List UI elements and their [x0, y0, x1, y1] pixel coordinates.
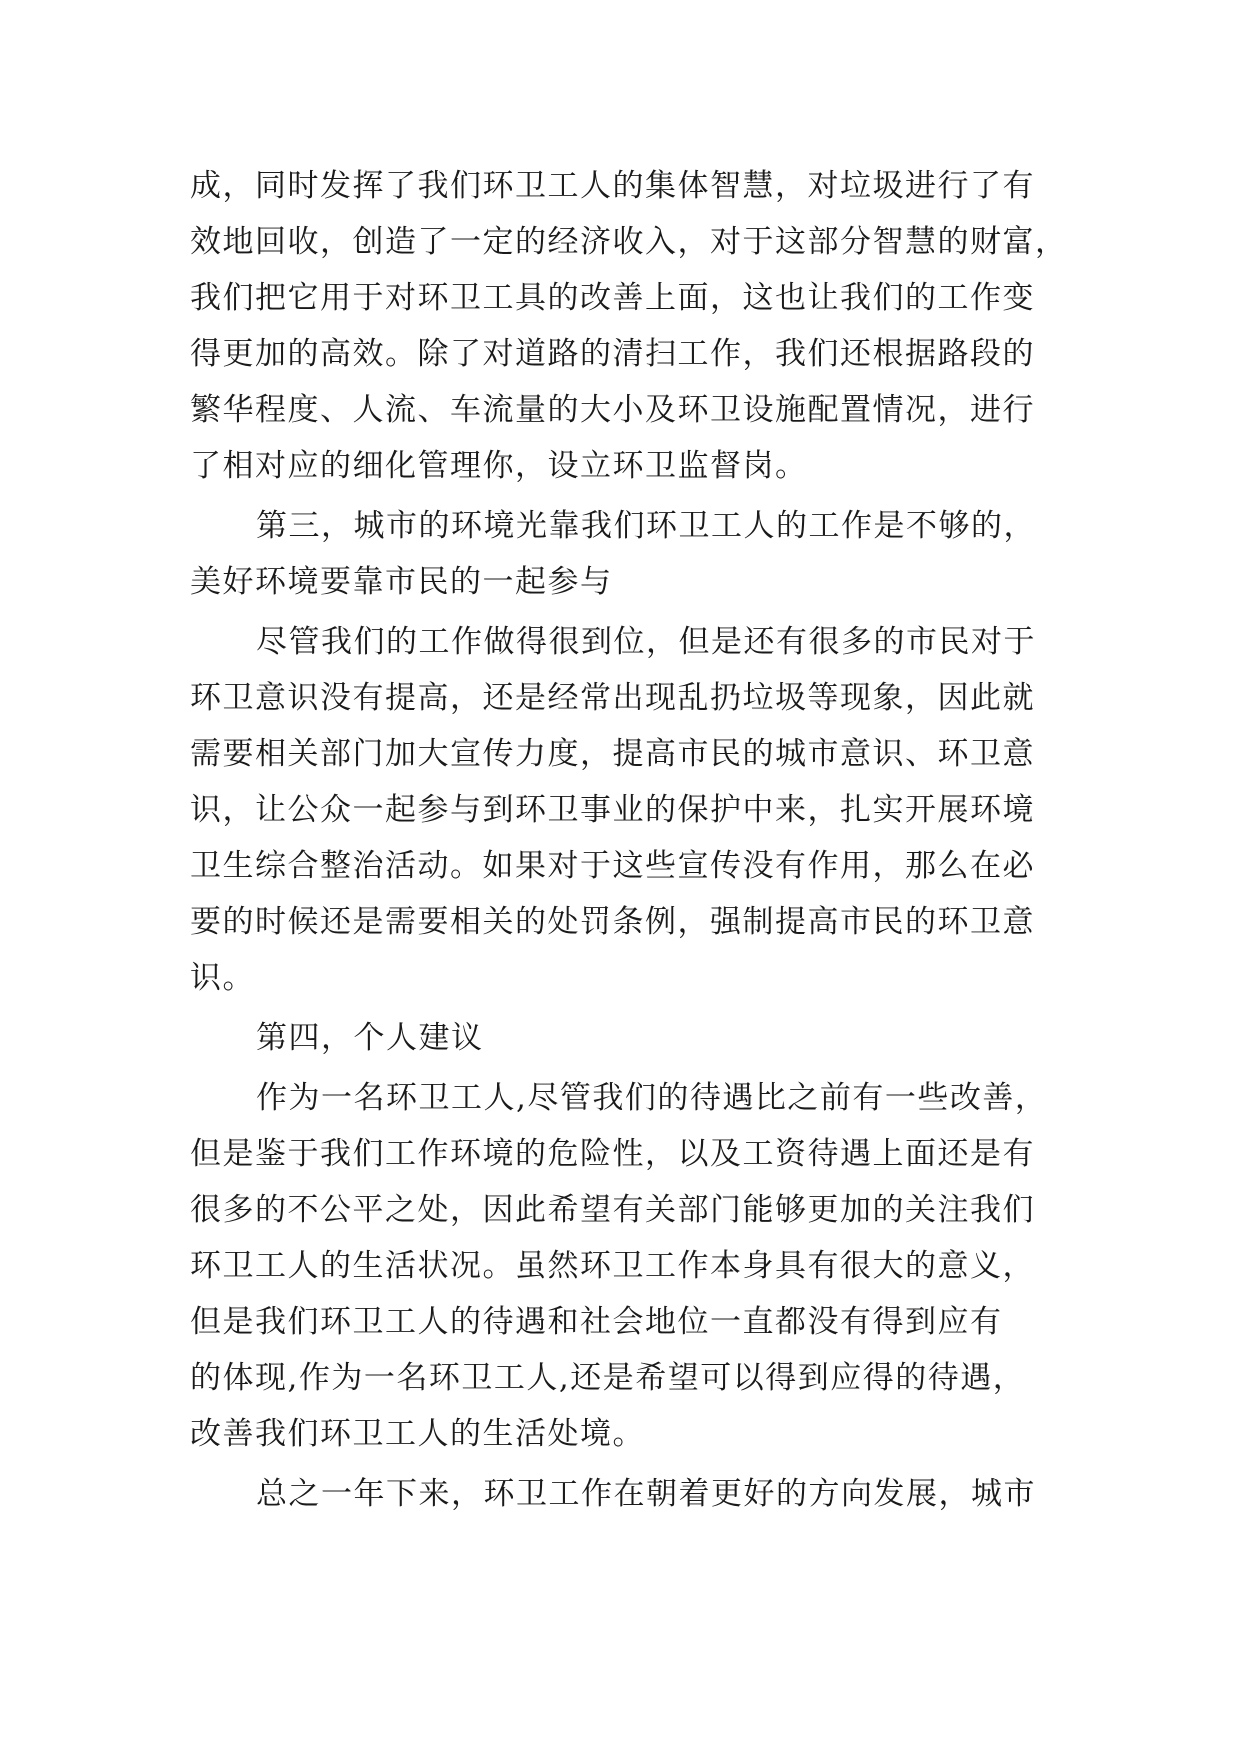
- paragraph-start: 尽管我们的工作做得很到位，但是还有很多的市民对于: [256, 624, 1036, 660]
- paragraph-start: 总之一年下来，环卫工作在朝着更好的方向发展，城市: [256, 1476, 1036, 1512]
- paragraph-start: 作为一名环卫工人,尽管我们的待遇比之前有一些改善，: [256, 1080, 1048, 1116]
- text-line: 成，同时发挥了我们环卫工人的集体智慧，对垃圾进行了有: [190, 168, 1035, 204]
- section-heading-third-continued: 美好环境要靠市民的一起参与: [190, 564, 613, 600]
- text-line: 得更加的高效。除了对道路的清扫工作，我们还根据路段的: [190, 336, 1035, 372]
- text-line: 但是我们环卫工人的待遇和社会地位一直都没有得到应有: [190, 1304, 1003, 1340]
- text-line: 很多的不公平之处，因此希望有关部门能够更加的关注我们: [190, 1192, 1035, 1228]
- text-line: 识。: [190, 960, 255, 996]
- section-heading-third: 第三，城市的环境光靠我们环卫工人的工作是不够的，: [256, 508, 1036, 544]
- section-heading-fourth: 第四，个人建议: [256, 1020, 484, 1056]
- text-line: 了相对应的细化管理你，设立环卫监督岗。: [190, 448, 808, 484]
- text-line: 效地回收，创造了一定的经济收入，对于这部分智慧的财富，: [190, 224, 1068, 260]
- text-line: 要的时候还是需要相关的处罚条例，强制提高市民的环卫意: [190, 904, 1035, 940]
- text-line: 环卫工人的生活状况。虽然环卫工作本身具有很大的意义，: [190, 1248, 1035, 1284]
- text-line: 但是鉴于我们工作环境的危险性，以及工资待遇上面还是有: [190, 1136, 1035, 1172]
- text-line: 繁华程度、人流、车流量的大小及环卫设施配置情况，进行: [190, 392, 1035, 428]
- text-line: 识，让公众一起参与到环卫事业的保护中来，扎实开展环境: [190, 792, 1035, 828]
- document-body: [190, 158, 1068, 1522]
- text-line: 我们把它用于对环卫工具的改善上面，这也让我们的工作变: [190, 280, 1035, 316]
- text-line: 改善我们环卫工人的生活处境。: [190, 1416, 645, 1452]
- text-line: 需要相关部门加大宣传力度，提高市民的城市意识、环卫意: [190, 736, 1035, 772]
- text-line: 的体现,作为一名环卫工人,还是希望可以得到应得的待遇，: [190, 1360, 1026, 1396]
- text-line: 卫生综合整治活动。如果对于这些宣传没有作用，那么在必: [190, 848, 1035, 884]
- text-line: 环卫意识没有提高，还是经常出现乱扔垃圾等现象，因此就: [190, 680, 1035, 716]
